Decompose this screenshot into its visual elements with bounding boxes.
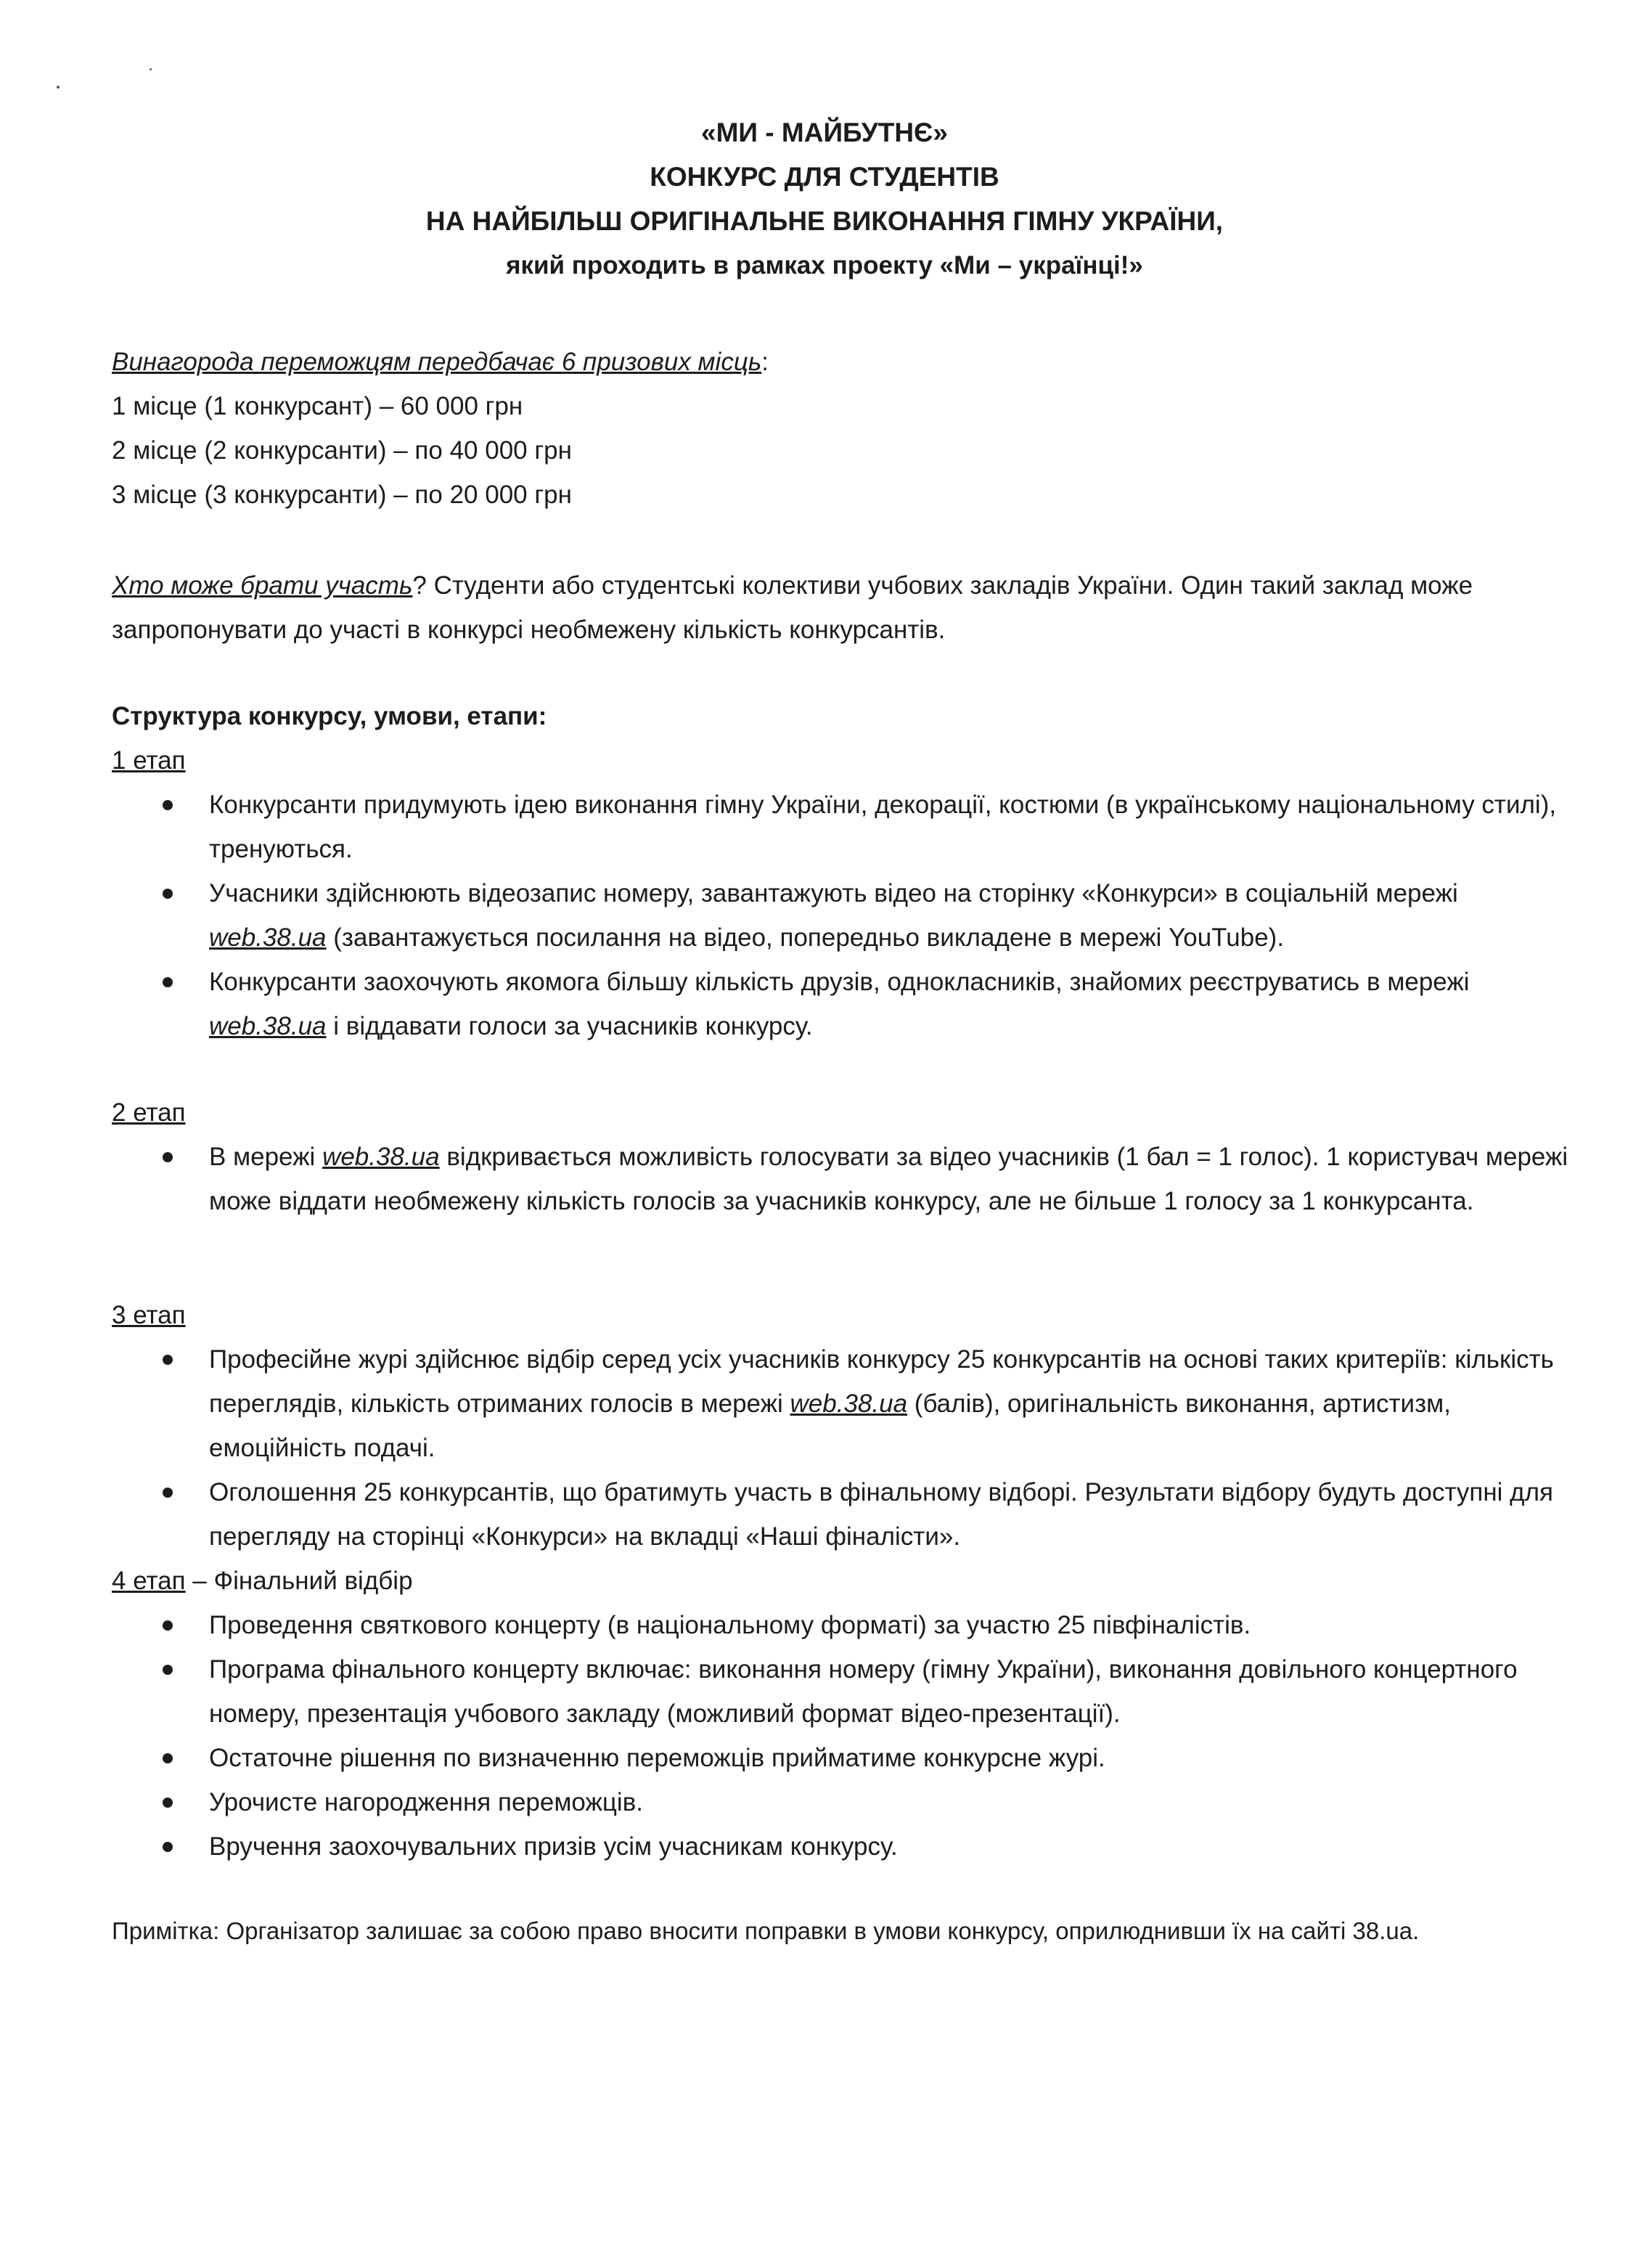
- stage-2-title: 2 етап: [112, 1098, 186, 1127]
- list-item: [112, 1603, 1571, 1647]
- list-item: [112, 1824, 1571, 1869]
- bullet: [163, 889, 173, 899]
- structure-heading: Структура конкурсу, умови, етапи:: [112, 702, 547, 730]
- stage-3-title: 3 етап: [112, 1301, 186, 1329]
- list-item: [112, 960, 1571, 1048]
- list-item-text: Учасники здійснюють відеозапис номеру, завантажують відео на сторінку «Конкурси» в соціальній мережі: [209, 879, 1458, 907]
- prizes-heading: Винагорода переможцям передбачає 6 призових місць: [112, 348, 762, 376]
- bullet: [163, 1488, 173, 1498]
- bullet: [163, 1798, 173, 1808]
- scan-speck: [57, 86, 60, 89]
- prize-item: 3 місце (3 конкурсанти) – по 20 000 грн: [112, 481, 572, 509]
- list-item-text: Вручення заохочувальних призів усім учасникам конкурсу.: [209, 1832, 898, 1861]
- stage-4-title: 4 етап: [112, 1567, 186, 1595]
- header-line-1: «МИ - МАЙБУТНЄ»: [701, 118, 948, 147]
- bullet: [163, 800, 173, 810]
- prizes-heading-colon: :: [761, 348, 769, 376]
- organizer-note: Примітка: Організатор залишає за собою право вносити поправки в умови конкурсу, оприлюднивши їх на сайті 38.ua.: [112, 1917, 1420, 1944]
- header-line-2: КОНКУРС ДЛЯ СТУДЕНТІВ: [650, 162, 999, 192]
- list-item: [112, 1780, 1571, 1824]
- scan-speck: [150, 68, 152, 70]
- list-item-text: Проведення святкового концерту (в національному форматі) за участю 25 півфіналістів.: [209, 1611, 1251, 1639]
- bullet: [163, 1620, 173, 1631]
- bullet: [163, 977, 173, 987]
- list-item-text: Урочисте нагородження переможців.: [209, 1788, 644, 1816]
- list-item-text: і віддавати голоси за учасників конкурсу.: [326, 1012, 813, 1040]
- prize-item: 1 місце (1 конкурсант) – 60 000 грн: [112, 392, 523, 420]
- list-item: [112, 1337, 1571, 1470]
- document-header: [0, 110, 1649, 287]
- prize-item: 2 місце (2 конкурсанти) – по 40 000 грн: [112, 436, 572, 465]
- list-item-text: В мережі: [209, 1143, 323, 1171]
- document-body: [112, 340, 1571, 1951]
- stage-1-title: 1 етап: [112, 746, 186, 775]
- list-item: [112, 1736, 1571, 1780]
- bullet: [163, 1152, 173, 1162]
- stage-2-list: [112, 1135, 1571, 1223]
- bullet: [163, 1842, 173, 1852]
- list-item-text: Конкурсанти придумують ідею виконання гімну України, декорації, костюми (в українському національному стилі), тренуються.: [209, 791, 1557, 863]
- header-line-3: НА НАЙБІЛЬШ ОРИГІНАЛЬНЕ ВИКОНАННЯ ГІМНУ УКРАЇНИ,: [425, 206, 1224, 236]
- stage-3: [112, 1293, 1571, 1559]
- stage-4-list: [112, 1603, 1571, 1869]
- list-item-text: Професійне журі здійснює відбір серед усіх учасників конкурсу 25 конкурсантів на основі таких критеріїв: кількість переглядів, кількість отриманих голосів в мережі: [209, 1345, 1554, 1418]
- participants-answer: ? Студенти або студентські колективи учбових закладів України. Один такий заклад може запропонувати до участі в конкурсі необмежену кількість конкурсантів.: [112, 571, 1473, 644]
- participants-paragraph: [112, 563, 1571, 652]
- list-item: [112, 871, 1571, 960]
- stage-1: [112, 738, 1571, 1048]
- stage-3-list: [112, 1337, 1571, 1559]
- web38-link[interactable]: web.38.ua: [790, 1390, 908, 1418]
- bullet: [163, 1753, 173, 1763]
- list-item-text: Програма фінального концерту включає: виконання номеру (гімну України), виконання довільного концертного номеру, презентація учбового закладу (можливий формат відео-презентації).: [209, 1655, 1518, 1728]
- list-item-text: Оголошення 25 конкурсантів, що братимуть участь в фінальному відборі. Результати відбору будуть доступні для перегляду на сторінці «Конкурси» на вкладці «Наші фіналісти».: [209, 1478, 1553, 1551]
- list-item-text: Конкурсанти заохочують якомога більшу кількість друзів, однокласників, знайомих реєструватись в мережі: [209, 968, 1470, 996]
- list-item: [112, 783, 1571, 871]
- bullet: [163, 1665, 173, 1675]
- list-item-text: (балів), оригінальність виконання, артистизм, емоційність подачі.: [209, 1390, 1451, 1462]
- stage-4-title-line: [112, 1559, 1571, 1603]
- prizes-heading-line: [112, 340, 1571, 384]
- list-item: [112, 1135, 1571, 1223]
- list-item-text: Остаточне рішення по визначенню переможців прийматиме конкурсне журі.: [209, 1744, 1105, 1772]
- bullet: [163, 1355, 173, 1365]
- list-item-text: (завантажується посилання на відео, попередньо викладене в мережі YouTube).: [326, 923, 1285, 952]
- stage-4: [112, 1559, 1571, 1869]
- participants-question: Хто може брати участь: [112, 571, 413, 600]
- web38-link[interactable]: web.38.ua: [209, 923, 327, 952]
- participants-section: [112, 563, 1571, 652]
- stage-4-subtitle: – Фінальний відбір: [185, 1567, 413, 1595]
- stage-1-list: [112, 783, 1571, 1048]
- list-item: [112, 1470, 1571, 1559]
- header-line-4: який проходить в рамках проекту «Ми – українці!»: [506, 251, 1143, 280]
- list-item-text: відкривається можливість голосувати за відео учасників (1 бал = 1 голос). 1 користувач мережі може віддати необмежену кількість голосів за учасників конкурсу, але не більше 1 голосу за 1 конкурсанта.: [209, 1143, 1568, 1215]
- prizes-section: [112, 340, 1571, 517]
- web38-link[interactable]: web.38.ua: [322, 1143, 440, 1171]
- web38-link[interactable]: web.38.ua: [209, 1012, 327, 1040]
- stage-2: [112, 1090, 1571, 1223]
- list-item: [112, 1647, 1571, 1736]
